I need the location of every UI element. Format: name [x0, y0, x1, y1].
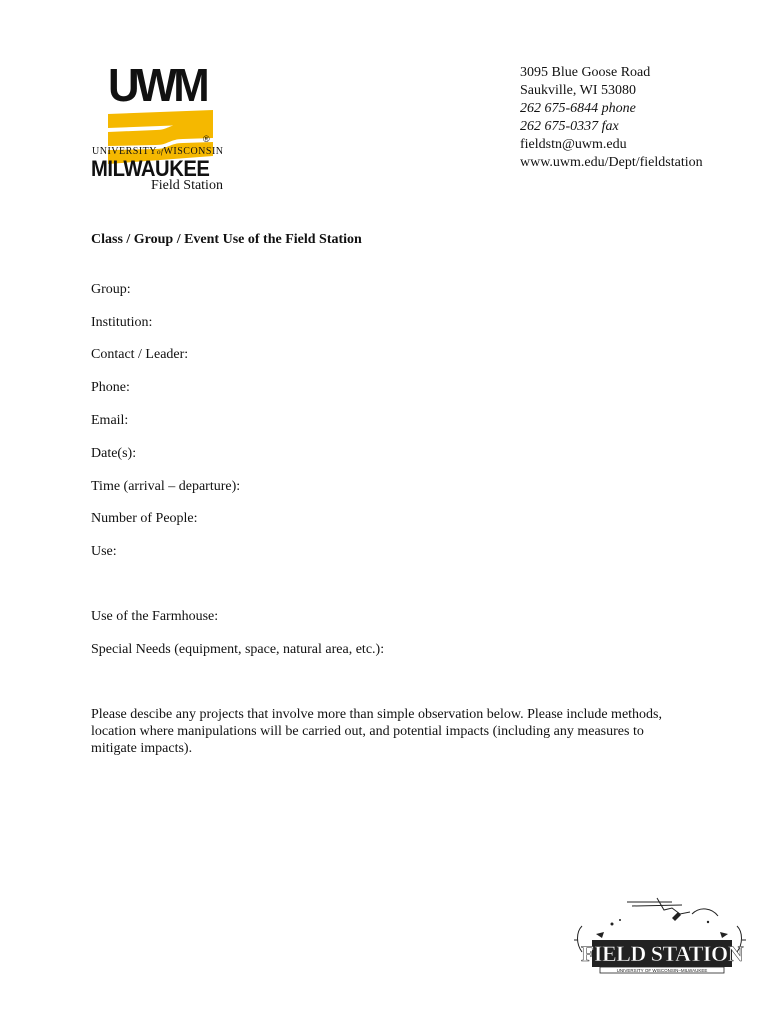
field-use: Use:	[91, 544, 117, 559]
project-instructions: Please descibe any projects that involve more than simple observation below. Please include methods, location where manipulations will be carried out, and potential impacts (including any measures to mitigate impacts).	[91, 707, 662, 756]
field-farmhouse: Use of the Farmhouse:	[91, 609, 219, 624]
field-special-needs: Special Needs (equipment, space, natural area, etc.):	[91, 642, 385, 657]
field-station-stamp-logo	[572, 896, 747, 974]
address-phone: 262 675-6844 phone	[520, 101, 636, 116]
address-street: 3095 Blue Goose Road	[520, 65, 651, 80]
logo-city: MILWAUKEE	[91, 156, 210, 181]
address-fax: 262 675-0337 fax	[520, 119, 619, 134]
field-institution: Institution:	[91, 315, 153, 330]
logo-unit-name: Field Station	[151, 178, 223, 193]
field-contact-leader: Contact / Leader:	[91, 347, 189, 362]
logo-university-line: UNIVERSITYofWISCONSIN	[92, 146, 224, 157]
form-title: Class / Group / Event Use of the Field Station	[91, 232, 362, 247]
address-website[interactable]: www.uwm.edu/Dept/fieldstation	[520, 155, 703, 170]
registered-mark: ®	[203, 134, 210, 144]
address-email[interactable]: fieldstn@uwm.edu	[520, 137, 627, 152]
field-email: Email:	[91, 413, 129, 428]
address-block	[520, 64, 703, 172]
field-phone: Phone:	[91, 380, 130, 395]
address-city: Saukville, WI 53080	[520, 83, 637, 98]
field-time: Time (arrival – departure):	[91, 479, 241, 494]
uwm-field-station-logo	[88, 59, 233, 202]
field-group: Group:	[91, 282, 131, 297]
logo-wordmark: UWM	[108, 59, 206, 111]
field-dates: Date(s):	[91, 446, 137, 461]
field-number-of-people: Number of People:	[91, 511, 198, 526]
svg-text:UNIVERSITY OF WISCONSIN–MILWAU: UNIVERSITY OF WISCONSIN–MILWAUKEE	[616, 968, 708, 973]
svg-text:FIELD STATION: FIELD STATION	[580, 941, 744, 966]
